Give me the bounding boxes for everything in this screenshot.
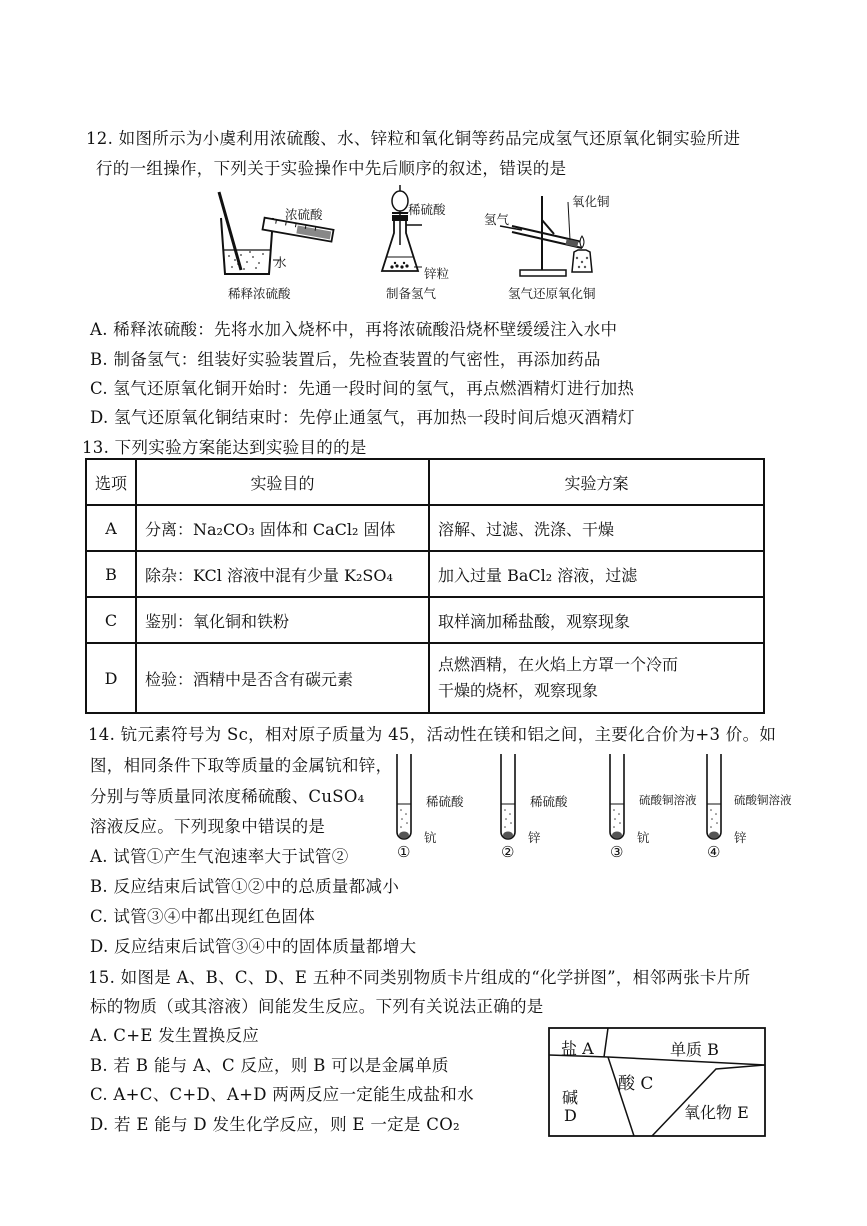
q12-option-a: A. 稀释浓硫酸：先将水加入烧杯中，再将浓硫酸沿烧杯壁缓缓注入水中	[90, 320, 618, 339]
label-zinc: 锌粒	[424, 266, 450, 281]
tube1-number: ①	[397, 843, 411, 861]
q14-option-d: D. 反应结束后试管③④中的固体质量都增大	[90, 937, 417, 956]
label-hydrogen: 氢气	[484, 212, 510, 227]
row-option: B	[86, 551, 136, 597]
test-tube-2	[497, 752, 519, 844]
table-row	[86, 643, 764, 713]
label-conc-acid: 浓硫酸	[285, 207, 323, 222]
tube1-metal-label: 钪	[424, 830, 437, 845]
q14-stem-line4: 溶液反应。下列现象中错误的是	[90, 817, 326, 836]
label-water: 水	[274, 255, 287, 270]
caption-prep: 制备氢气	[386, 286, 437, 301]
row-plan: 溶解、过滤、洗涤、干燥	[429, 505, 764, 551]
experiment-table	[85, 458, 765, 714]
q15-stem-line2: 标的物质（或其溶液）间能发生反应。下列有关说法正确的是	[90, 997, 544, 1016]
puzzle-card-e: 氧化物 E	[684, 1103, 749, 1122]
q14-stem-line2: 图，相同条件下取等质量的金属钪和锌，	[90, 756, 393, 775]
q14-option-c: C. 试管③④中都出现红色固体	[90, 907, 316, 926]
q15-stem-line1: 15. 如图是 A、B、C、D、E 五种不同类别物质卡片组成的“化学拼图”，相邻两张卡片所	[88, 968, 751, 987]
header-goal: 实验目的	[136, 459, 429, 505]
caption-dilute: 稀释浓硫酸	[228, 286, 291, 301]
test-tube-1	[393, 752, 415, 844]
row-plan	[429, 643, 764, 713]
puzzle-card-c: 酸 C	[618, 1074, 654, 1094]
row-plan-line1: 点燃酒精，在火焰上方罩一个冷而	[438, 655, 679, 674]
test-tube-3	[606, 752, 628, 844]
row-goal: 检验：酒精中是否含有碳元素	[136, 643, 429, 713]
q12-stem-line1: 12. 如图所示为小虞利用浓硫酸、水、锌粒和氧化铜等药品完成氢气还原氧化铜实验所进	[86, 129, 741, 148]
q12-option-d: D. 氢气还原氧化铜结束时：先停止通氢气，再加热一段时间后熄灭酒精灯	[90, 408, 635, 427]
table-row	[86, 505, 764, 551]
tube1-liquid-label: 稀硫酸	[426, 794, 464, 809]
tube4-liquid-label: 硫酸铜溶液	[734, 793, 792, 807]
tube4-number: ④	[707, 843, 721, 861]
tube2-liquid-label: 稀硫酸	[530, 794, 568, 809]
tube4-metal-label: 锌	[734, 830, 747, 845]
row-goal: 分离：Na₂CO₃ 固体和 CaCl₂ 固体	[136, 505, 429, 551]
tube2-metal-label: 锌	[528, 830, 541, 845]
label-dilute-acid: 稀硫酸	[408, 202, 446, 217]
header-plan: 实验方案	[429, 459, 764, 505]
q14-stem-line1: 14. 钪元素符号为 Sc，相对原子质量为 45，活动性在镁和铝之间，主要化合价为+3 价。如	[88, 725, 777, 744]
q15-option-b: B. 若 B 能与 A、C 反应，则 B 可以是金属单质	[90, 1056, 449, 1075]
test-tube-4	[703, 752, 725, 844]
row-plan-line2: 干燥的烧杯，观察现象	[438, 681, 599, 700]
tube3-metal-label: 钪	[637, 830, 650, 845]
puzzle-card-a: 盐 A	[561, 1039, 594, 1058]
puzzle-card-d: D	[564, 1106, 577, 1125]
table-header-row	[86, 459, 764, 505]
row-option: D	[86, 643, 136, 713]
tube3-liquid-label: 硫酸铜溶液	[639, 793, 697, 807]
q15-option-a: A. C+E 发生置换反应	[90, 1026, 260, 1045]
row-plan: 取样滴加稀盐酸，观察现象	[429, 597, 764, 643]
q15-option-d: D. 若 E 能与 D 发生化学反应，则 E 一定是 CO₂	[90, 1115, 460, 1134]
q12-option-b: B. 制备氢气：组装好实验装置后，先检查装置的气密性，再添加药品	[90, 350, 601, 369]
row-option: C	[86, 597, 136, 643]
q14-option-b: B. 反应结束后试管①②中的总质量都减小	[90, 877, 400, 896]
q14-stem-line3: 分别与等质量同浓度稀硫酸、CuSO₄	[90, 787, 365, 806]
puzzle-card-d-type: 碱	[562, 1088, 579, 1107]
q15-option-c: C. A+C、C+D、A+D 两两反应一定能生成盐和水	[90, 1085, 474, 1104]
header-option: 选项	[86, 459, 136, 505]
tube3-number: ③	[610, 843, 624, 861]
row-option: A	[86, 505, 136, 551]
puzzle-card-b: 单质 B	[670, 1040, 719, 1059]
caption-reduce: 氢气还原氧化铜	[508, 286, 596, 301]
q13-stem: 13. 下列实验方案能达到实验目的的是	[82, 438, 367, 457]
row-goal: 鉴别：氧化铜和铁粉	[136, 597, 429, 643]
table-row	[86, 597, 764, 643]
row-goal: 除杂：KCl 溶液中混有少量 K₂SO₄	[136, 551, 429, 597]
table-row	[86, 551, 764, 597]
label-cuo: 氧化铜	[572, 194, 610, 209]
row-plan: 加入过量 BaCl₂ 溶液，过滤	[429, 551, 764, 597]
tube2-number: ②	[501, 843, 515, 861]
q12-option-c: C. 氢气还原氧化铜开始时：先通一段时间的氢气，再点燃酒精灯进行加热	[90, 379, 635, 398]
q12-stem-line2: 行的一组操作，下列关于实验操作中先后顺序的叙述，错误的是	[96, 159, 567, 178]
q14-option-a: A. 试管①产生气泡速率大于试管②	[90, 847, 349, 866]
